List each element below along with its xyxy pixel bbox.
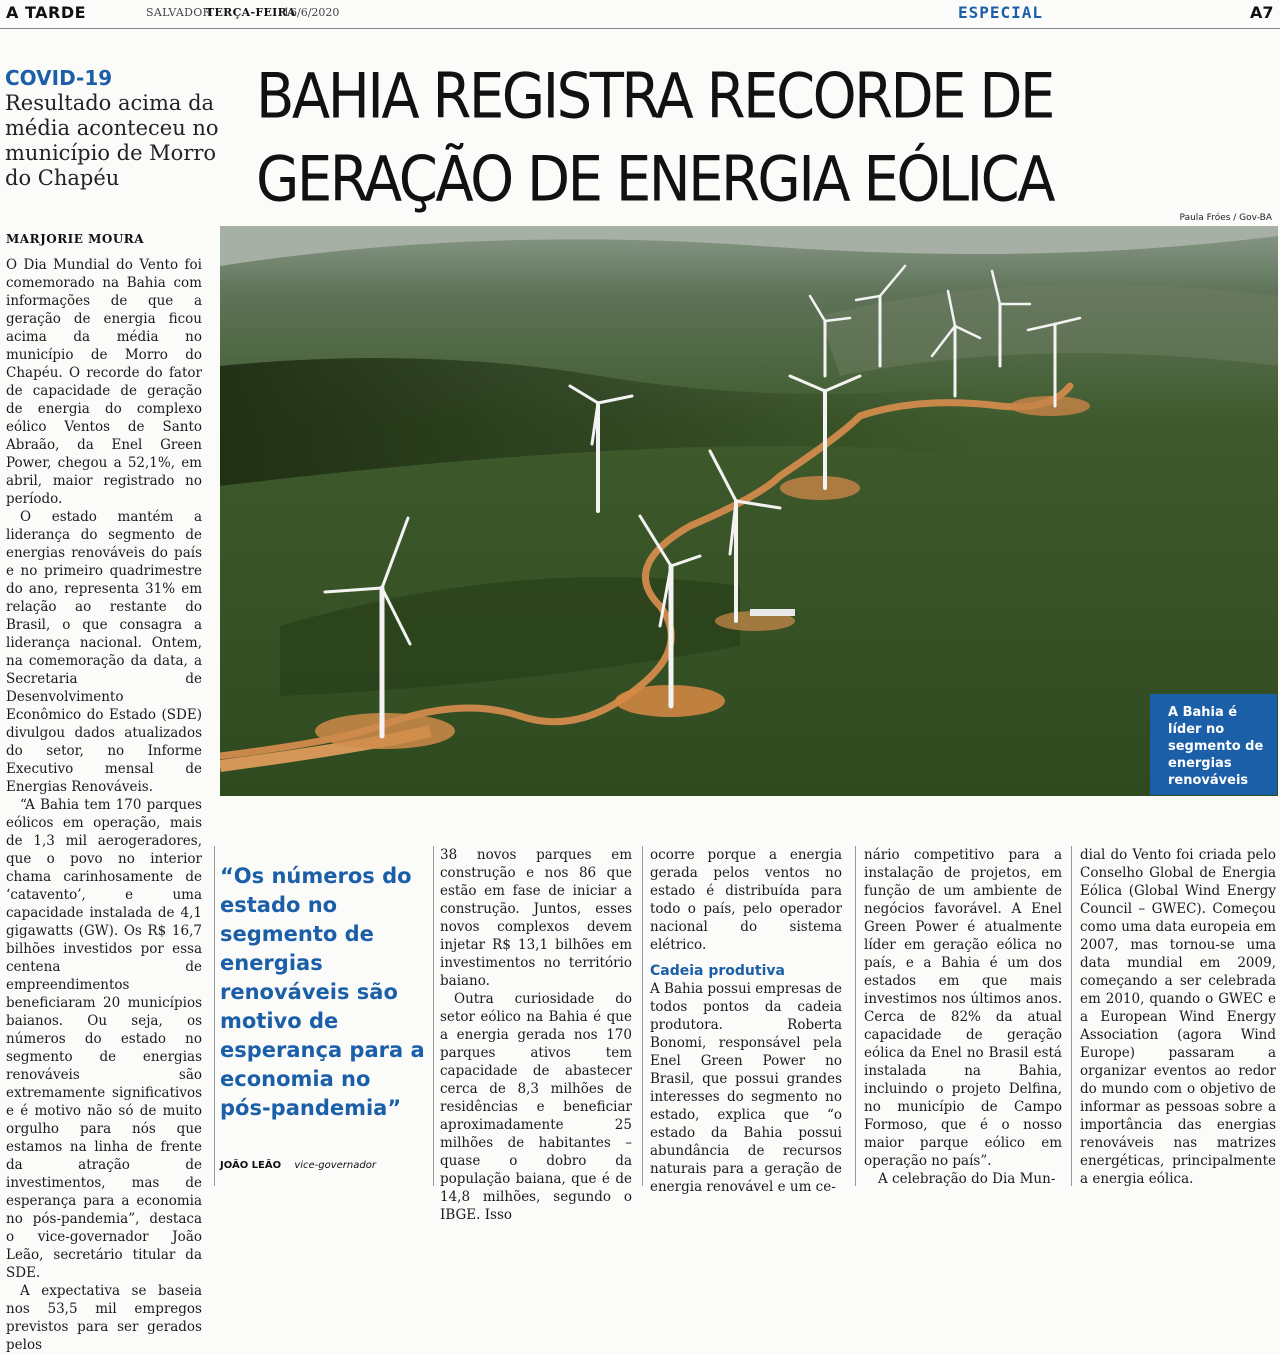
article-column-2 [440, 846, 632, 1224]
article-column-5 [1080, 846, 1276, 1188]
quote-author-role: vice-governador [294, 1160, 376, 1171]
paragraph: nário competitivo para a instalação de projetos, em função de um ambiente de negócios favorável. A Enel Green Power é atualmente líder em geração eólica no país, e a Bahia é um dos estados em que mais investimos nos últimos anos. Cerca de 82% da atual capacidade de geração eólica da Enel no Brasil está instalada na Bahia, incluindo o projeto Delfina, no município de Campo Formoso, que é o nosso maior parque eólico em operação no país”. [864, 847, 1062, 1169]
kicker-tag: COVID-19 [5, 66, 113, 90]
paragraph: O estado mantém a liderança do segmento de energias renováveis do país e no primeiro quadrimestre do ano, representa 31% em relação ao restante do Brasil, o que consagra a liderança nacional. Ontem, na comemoração da data, a Secretaria de Desenvolvimento Econômico do Estado (SDE) divulgou dados atualizados do setor, no Informe Executivo mensal de Energias Renováveis. [6, 509, 202, 795]
paragraph: “A Bahia tem 170 parques eólicos em operação, mais de 1,3 mil aerogeradores, que o povo no interior chama carinhosamente de ‘catavento’, e uma capacidade instalada de 4,1 gigawatts (GW). Os R$ 16,7 bilhões investidos por essa centena de empreendimentos beneficiaram 20 municípios baianos. Ou seja, os números do estado no segmento de energias renováveis são extremamente significativos e é motivo não só de muito orgulho para nós que estamos na linha de frente da atração de investimentos, mas de esperança para a economia no pós-pandemia”, destaca o vice-governador João Leão, secretário titular da SDE. [6, 797, 202, 1281]
header-weekday: TERÇA-FEIRA [206, 6, 296, 19]
section-name: ESPECIAL [958, 3, 1044, 22]
pull-quote: “Os números do estado no segmento de energias renováveis são motivo de esperança para a economia no pós-pandemia” [220, 864, 425, 1120]
quote-attribution [220, 1160, 376, 1171]
paragraph: A celebração do Dia Mun- [878, 1171, 1056, 1187]
kicker [5, 66, 225, 191]
header-date: 16/6/2020 [283, 6, 340, 19]
paragraph: dial do Vento foi criada pelo Conselho Global de Energia Eólica (Global Wind Energy Council – GWEC). Começou como uma data europeia em 2007, mas tornou-se uma data mundial em 2009, começando a ser celebrada em 2010, quando o GWEC e a European Wind Energy Association (agora Wind Europe) passaram a organizar eventos ao redor do mundo com o objetivo de informar as pessoas sobre a importância das energias renováveis nas matrizes energéticas, principalmente a energia eólica. [1080, 847, 1276, 1187]
paragraph: A Bahia possui empresas de todos pontos da cadeia produtora. Roberta Bonomi, responsável pela Enel Green Power no Brasil, que possui grandes interesses do segmento no estado, explica que “o estado da Bahia possui abundância de recursos naturais para a geração de energia renovável e um ce- [650, 981, 842, 1195]
article-column-4 [864, 846, 1062, 1188]
photo-credit: Paula Fróes / Gov-BA [1179, 213, 1272, 223]
headline: BAHIA REGISTRA RECORDE DE GERAÇÃO DE ENERGIA EÓLICA [256, 60, 1054, 217]
column-rule [214, 846, 215, 1186]
subheading: Cadeia produtiva [650, 963, 785, 979]
wind-farm-photo [220, 226, 1278, 796]
byline: MARJORIE MOURA [6, 232, 145, 246]
paragraph: O Dia Mundial do Vento foi comemorado na Bahia com informações de que a geração de energia ficou acima da média no município de Morro do Chapéu. O recorde do fator de capacidade de geração de energia do complexo eólico Ventos de Santo Abraão, da Enel Green Power, chegou a 52,1%, em abril, maior registrado no período. [6, 257, 202, 507]
paragraph: Outra curiosidade do setor eólico na Bahia é que a energia gerada nos 170 parques ativos tem capacidade de abastecer cerca de 8,3 milhões de residências e beneficiar aproximadamente 25 milhões de habitantes – quase o dobro da população baiana, que é de 14,8 milhões, segundo o IBGE. Isso [440, 991, 632, 1223]
paragraph: ocorre porque a energia gerada pelos ventos no estado é distribuída para todo o país, pelo operador nacional do sistema elétrico. [650, 847, 842, 953]
article-column-3 [650, 846, 842, 1196]
column-rule [433, 846, 434, 1186]
article-column-1 [6, 256, 202, 1354]
page-header [0, 0, 1280, 28]
quote-author: JOÃO LEÃO [220, 1160, 282, 1171]
newspaper-name: A TARDE [6, 3, 87, 22]
column-rule [1071, 846, 1072, 1186]
header-city: SALVADOR [146, 6, 212, 19]
kicker-text: Resultado acima da média aconteceu no município de Morro do Chapéu [5, 91, 219, 190]
column-rule [855, 846, 856, 1186]
page-number: A7 [1250, 3, 1274, 22]
header-divider [0, 28, 1280, 29]
photo-caption: A Bahia é líder no segmento de energias renováveis [1150, 694, 1277, 795]
paragraph: A expectativa se baseia nos 53,5 mil empregos previstos para ser gerados pelos [6, 1283, 202, 1353]
paragraph: 38 novos parques em construção e nos 86 que estão em fase de iniciar a construção. Juntos, esses novos complexos devem injetar R$ 13,1 bilhões em investimentos no território baiano. [440, 847, 632, 989]
column-rule [642, 846, 643, 1186]
